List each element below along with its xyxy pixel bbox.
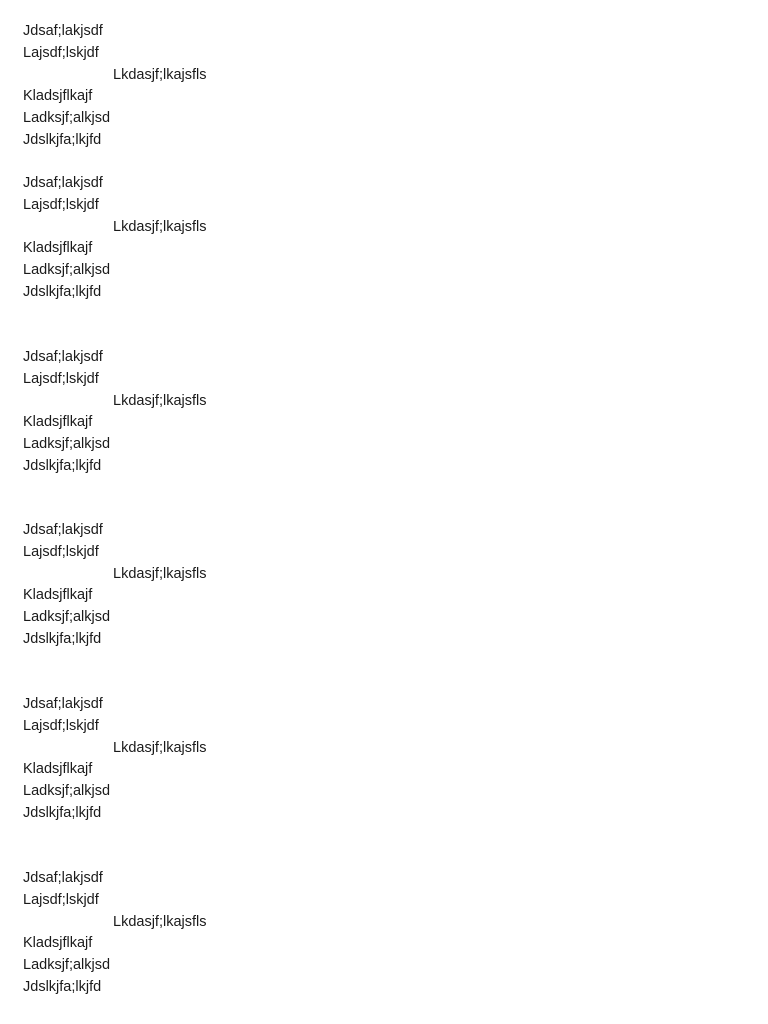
text-line: Jdslkjfa;lkjfd xyxy=(23,283,102,300)
text-line: Kladsjflkajf xyxy=(23,761,93,778)
text-line: Jdslkjfa;lkjfd xyxy=(23,978,102,995)
text-line: Jdslkjfa;lkjfd xyxy=(23,630,102,647)
text-line: Kladsjflkajf xyxy=(23,587,93,604)
text-block xyxy=(23,347,423,478)
text-line: Lajsdf;lskjdf xyxy=(23,717,99,734)
text-line: Lajsdf;lskjdf xyxy=(23,196,99,213)
text-line: Jdslkjfa;lkjfd xyxy=(23,131,102,148)
text-block xyxy=(23,173,423,304)
text-line: Ladksjf;alkjsd xyxy=(23,957,111,974)
text-line: Jdsaf;lakjsdf xyxy=(23,349,103,365)
text-line: Ladksjf;alkjsd xyxy=(23,783,111,800)
text-line: Ladksjf;alkjsd xyxy=(23,609,111,626)
text-line: Ladksjf;alkjsd xyxy=(23,262,111,279)
text-line: Jdslkjfa;lkjfd xyxy=(23,804,102,821)
text-line: Jdsaf;lakjsdf xyxy=(23,696,103,712)
text-line: Lajsdf;lskjdf xyxy=(23,44,99,61)
text-line: Jdslkjfa;lkjfd xyxy=(23,457,102,474)
text-block xyxy=(23,694,423,825)
indented-text-line: Lkdasjf;lkajsfls xyxy=(113,913,207,930)
text-line: Jdsaf;lakjsdf xyxy=(23,175,103,191)
text-line: Lajsdf;lskjdf xyxy=(23,543,99,560)
text-line: Jdsaf;lakjsdf xyxy=(23,870,103,886)
text-line: Lajsdf;lskjdf xyxy=(23,891,99,908)
indented-text-line: Lkdasjf;lkajsfls xyxy=(113,565,207,582)
indented-text-line: Lkdasjf;lkajsfls xyxy=(113,392,207,409)
text-line: Jdsaf;lakjsdf xyxy=(23,522,103,538)
text-line: Ladksjf;alkjsd xyxy=(23,436,111,453)
indented-text-line: Lkdasjf;lkajsfls xyxy=(113,66,207,83)
text-line: Kladsjflkajf xyxy=(23,935,93,952)
indented-text-line: Lkdasjf;lkajsfls xyxy=(113,739,207,756)
text-line: Kladsjflkajf xyxy=(23,88,93,105)
text-line: Lajsdf;lskjdf xyxy=(23,370,99,387)
text-line: Kladsjflkajf xyxy=(23,240,93,257)
text-line: Kladsjflkajf xyxy=(23,414,93,431)
indented-text-line: Lkdasjf;lkajsfls xyxy=(113,218,207,235)
text-block xyxy=(23,21,423,152)
text-block xyxy=(23,520,423,651)
text-line: Ladksjf;alkjsd xyxy=(23,110,111,127)
text-block xyxy=(23,868,423,999)
text-line: Jdsaf;lakjsdf xyxy=(23,23,103,39)
